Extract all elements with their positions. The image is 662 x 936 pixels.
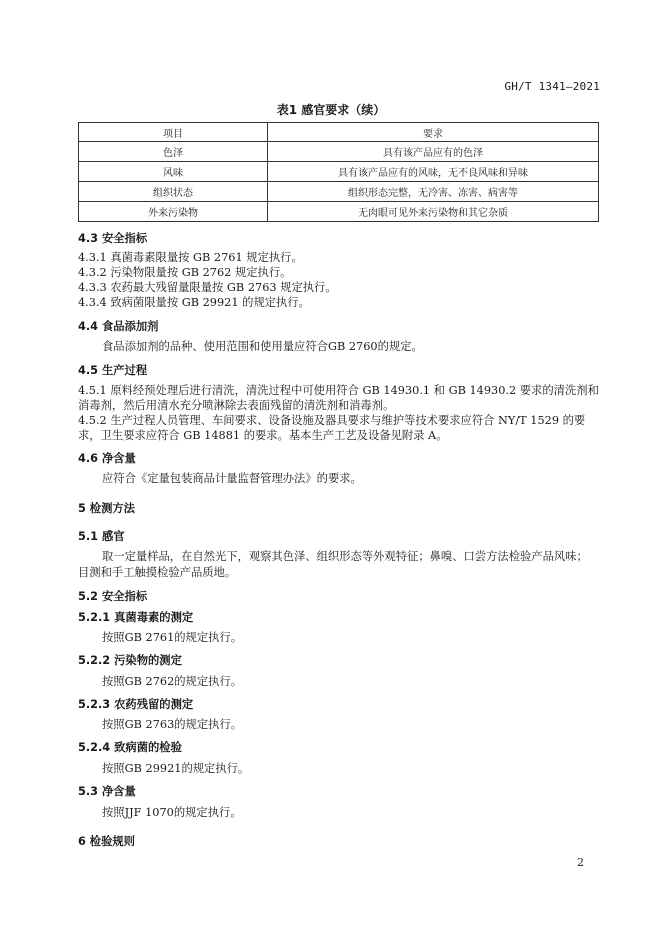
table-row [79,142,599,162]
section-heading-5-1: 5.1 感官 [78,530,125,543]
clause-4-3-3: 4.3.3 农药最大残留量限量按 GB 2763 规定执行。 [78,281,337,294]
table-cell: 组织状态 [79,182,268,202]
section-heading-5-2-1: 5.2.1 真菌毒素的测定 [78,611,194,624]
clause-4-5-2-line1: 4.5.2 生产过程人员管理、车间要求、设备设施及器具要求与维护等技术要求应符合 NY/T 1529 的要 [78,414,586,427]
clause-4-5-2-line2: 求，卫生要求应符合 GB 14881 的要求。基本生产工艺及设备见附录 A。 [78,429,448,442]
table-caption: 表1 感官要求（续） [276,103,386,117]
page-number: 2 [577,856,584,869]
clause-5-2-4-text: 按照GB 29921的规定执行。 [102,762,250,775]
clause-5-2-1-text: 按照GB 2761的规定执行。 [102,631,243,644]
section-heading-5-2-4: 5.2.4 致病菌的检验 [78,741,182,754]
clause-4-3-2: 4.3.2 污染物限量按 GB 2762 规定执行。 [78,266,292,279]
column-header-item: 项目 [79,123,268,142]
table-cell: 具有该产品应有的色泽 [268,142,599,162]
chapter-heading-5: 5 检测方法 [78,502,135,515]
section-heading-5-3: 5.3 净含量 [78,785,136,798]
sensory-requirements-table [78,122,599,222]
table-row [79,182,599,202]
table-cell: 无肉眼可见外来污染物和其它杂质 [268,202,599,222]
column-header-requirement: 要求 [268,123,599,142]
table-row [79,202,599,222]
section-heading-4-6: 4.6 净含量 [78,452,136,465]
document-code: GH/T 1341—2021 [504,80,600,93]
table-cell: 风味 [79,162,268,182]
clause-4-6-text: 应符合《定量包装商品计量监督管理办法》的要求。 [102,472,362,485]
table-cell: 具有该产品应有的风味，无不良风味和异味 [268,162,599,182]
table-cell: 组织形态完整，无冷害、冻害、病害等 [268,182,599,202]
table-cell: 外来污染物 [79,202,268,222]
clause-4-5-1-line1: 4.5.1 原料经预处理后进行清洗，清洗过程中可使用符合 GB 14930.1 和 GB 14930.2 要求的清洗剂和 [78,384,599,397]
chapter-heading-6: 6 检验规则 [78,835,135,848]
clause-5-2-2-text: 按照GB 2762的规定执行。 [102,675,243,688]
clause-4-3-4: 4.3.4 致病菌限量按 GB 29921 的规定执行。 [78,296,310,309]
table-row [79,162,599,182]
clause-5-1-line2: 目测和手工触摸检验产品质地。 [78,566,237,579]
section-heading-5-2-3: 5.2.3 农药残留的测定 [78,698,194,711]
table-header-row [79,123,599,142]
section-heading-4-4: 4.4 食品添加剂 [78,320,159,333]
clause-4-3-1: 4.3.1 真菌毒素限量按 GB 2761 规定执行。 [78,251,303,264]
clause-4-5-1-line2: 消毒剂，然后用清水充分喷淋除去表面残留的清洗剂和消毒剂。 [78,399,395,412]
section-heading-5-2: 5.2 安全指标 [78,590,148,603]
table-cell: 色泽 [79,142,268,162]
clause-5-3-text: 按照JJF 1070的规定执行。 [102,806,242,819]
section-heading-4-5: 4.5 生产过程 [78,364,148,377]
section-heading-4-3: 4.3 安全指标 [78,232,148,245]
clause-5-1-line1: 取一定量样品，在自然光下，观察其色泽、组织形态等外观特征；鼻嗅、口尝方法检验产品风味； [102,550,588,563]
clause-5-2-3-text: 按照GB 2763的规定执行。 [102,718,243,731]
section-heading-5-2-2: 5.2.2 污染物的测定 [78,654,182,667]
clause-4-4-text: 食品添加剂的品种、使用范围和使用量应符合GB 2760的规定。 [102,340,423,353]
